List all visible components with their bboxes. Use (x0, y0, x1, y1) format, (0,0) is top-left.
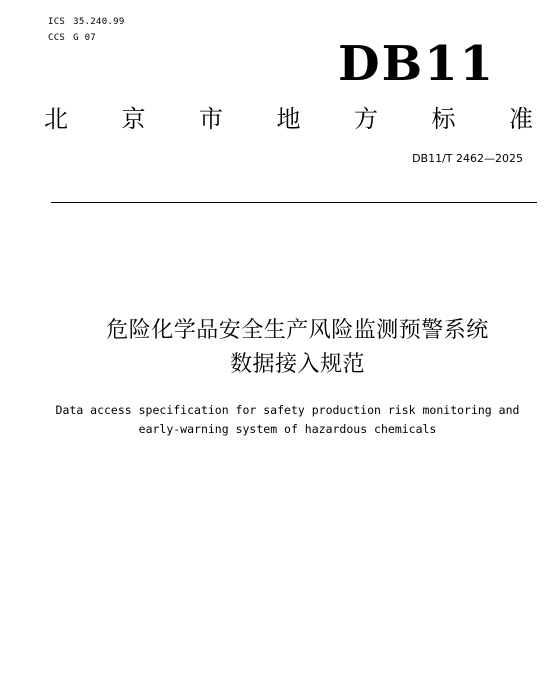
standard-type-char: 方 (354, 105, 378, 133)
standard-type-char: 地 (276, 105, 301, 133)
standard-type-char: 京 (121, 105, 146, 133)
standard-type-char: 市 (199, 105, 223, 133)
english-title (30, 401, 545, 439)
header-divider (51, 202, 537, 203)
chinese-title-line-2: 数据接入规范 (229, 352, 365, 377)
standard-type-char: 标 (431, 105, 456, 133)
chinese-title (40, 314, 555, 382)
ccs-code: G 07 (73, 33, 97, 43)
english-title-line-1: Data access specification for safety production risk monitoring and (55, 403, 520, 417)
ics-label: ICS (48, 17, 66, 27)
standard-type-char: 准 (509, 105, 533, 133)
standard-code-logo: DB11 (338, 36, 495, 92)
english-title-line-2: early-warning system of hazardous chemicals (138, 422, 437, 436)
ccs-label: CCS (48, 33, 66, 43)
standard-type-heading (44, 104, 533, 134)
standard-type-char: 北 (44, 105, 68, 133)
ics-code: 35.240.99 (73, 17, 125, 27)
ccs-classification (48, 33, 96, 44)
chinese-title-line-1: 危险化学品安全生产风险监测预警系统 (106, 318, 489, 343)
ics-classification (48, 17, 125, 28)
standard-number: DB11/T 2462—2025 (412, 152, 523, 165)
